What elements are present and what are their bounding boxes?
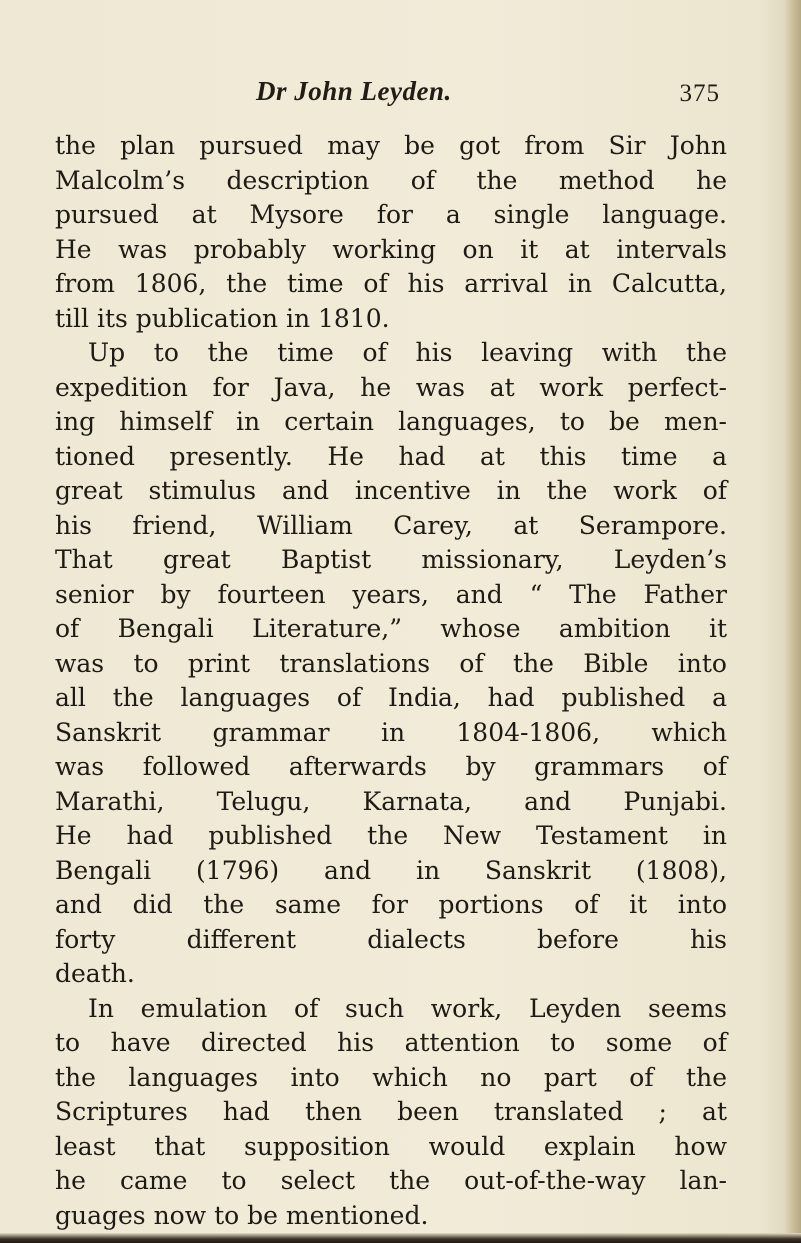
text-line: Marathi, Telugu, Karnata, and Punjabi. (55, 786, 727, 816)
text-line: Scriptures had then been translated ; at (55, 1097, 727, 1126)
text-line: was followed afterwards by grammars of (55, 752, 727, 781)
text-line: tioned presently. He had at this time a (55, 441, 727, 471)
running-head (70, 76, 720, 116)
text-line: ing himself in certain languages, to be men- (55, 407, 727, 436)
text-line: the languages into which no part of the (55, 1062, 727, 1092)
text-line: was to print translations of the Bible into (55, 648, 727, 678)
text-line: Up to the time of his leaving with the (88, 338, 727, 367)
text-line: to have directed his attention to some of (55, 1028, 727, 1057)
text-line: all the languages of India, had published a (55, 683, 727, 712)
text-line: Bengali (1796) and in Sanskrit (1808), (55, 855, 727, 885)
text-line: and did the same for portions of it into (55, 890, 727, 919)
text-line: He was probably working on it at intervals (55, 234, 727, 264)
text-line: forty different dialects before his (55, 924, 727, 954)
text-line: great stimulus and incentive in the work of (55, 476, 727, 505)
text-line: In emulation of such work, Leyden seems (88, 993, 727, 1023)
body-text (55, 129, 727, 1233)
text-line: senior by fourteen years, and “ The Father (55, 579, 727, 609)
text-line: He had published the New Testament in (55, 821, 727, 850)
page-number: 375 (679, 80, 720, 107)
text-line: Malcolm’s description of the method he (55, 165, 727, 195)
text-line: till its publication in 1810. (55, 303, 390, 333)
text-line: his friend, William Carey, at Serampore. (55, 510, 727, 540)
page-right-edge (785, 0, 801, 1243)
text-line: he came to select the out-of-the-way lan- (55, 1166, 727, 1195)
text-line: the plan pursued may be got from Sir John (55, 131, 727, 160)
text-line: Sanskrit grammar in 1804-1806, which (55, 717, 727, 747)
text-line: from 1806, the time of his arrival in Calcutta, (55, 269, 727, 298)
text-line: of Bengali Literature,” whose ambition it (55, 614, 727, 643)
page-bottom-edge (0, 1233, 801, 1243)
text-line: pursued at Mysore for a single language. (55, 200, 727, 229)
text-line: guages now to be mentioned. (55, 1200, 429, 1230)
text-line: death. (55, 959, 135, 988)
text-line: That great Baptist missionary, Leyden’s (55, 545, 727, 574)
running-title: Dr John Leyden. (256, 76, 452, 106)
text-line: least that supposition would explain how (55, 1131, 727, 1161)
text-line: expedition for Java, he was at work perfect- (55, 372, 727, 402)
